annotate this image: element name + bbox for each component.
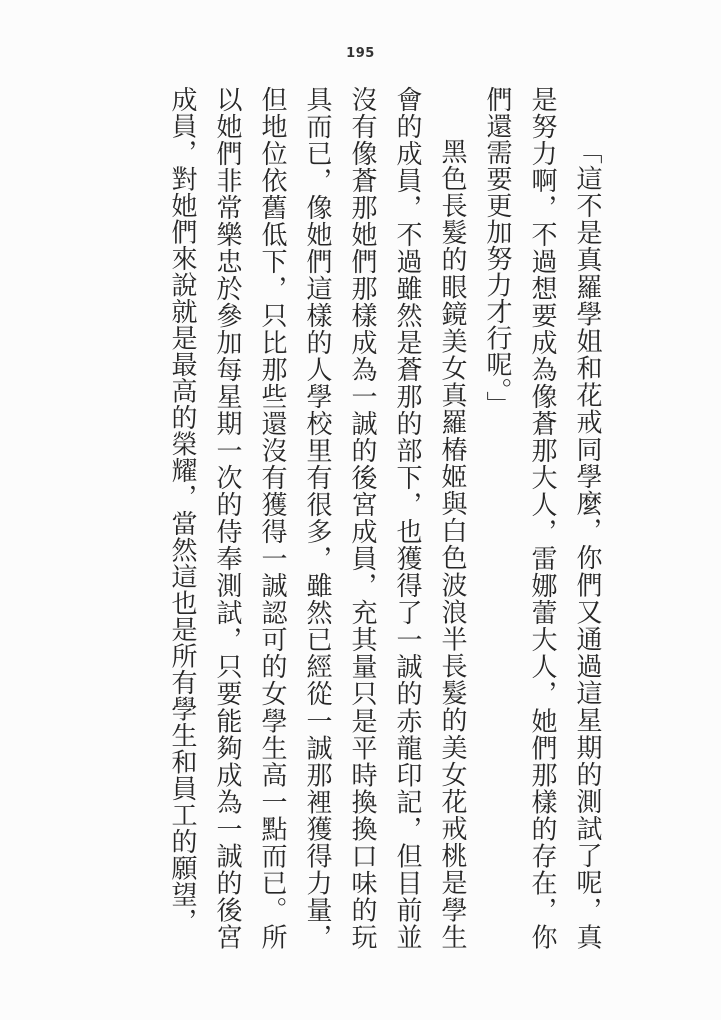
page-number: 195	[346, 46, 375, 61]
paragraph-dialogue: 「這不是真羅學姐和花戒同學麼，你們又通過這星期的測試了呢，真是努力啊，不過想要成為像蒼那大人，雷娜蕾大人，她們那樣的存在，你們還需要更加努力才行呢。」	[483, 86, 602, 950]
page-text-block	[160, 86, 610, 950]
paragraph-narration: 黑色長髮的眼鏡美女真羅椿姬與白色波浪半長髮的美女花戒桃是學生會的成員，不過雖然是蒼那的部下，也獲得了一誠的赤龍印記，但目前並沒有像蒼那她們那樣成為一誠的後宮成員，充其量只是平時換換口味的玩具而已，像她們這樣的人學校里有很多，雖然已經從一誠那裡獲得力量，但地位依舊低下，只比那些還沒有獲得一誠認可的女學生高一點而已。所以她們非常樂忠於參加每星期一次的侍奉測試，只要能夠成為一誠的後宮成員，對她們來說就是最高的榮耀，當然這也是所有學生和員工的願望，	[168, 86, 467, 950]
